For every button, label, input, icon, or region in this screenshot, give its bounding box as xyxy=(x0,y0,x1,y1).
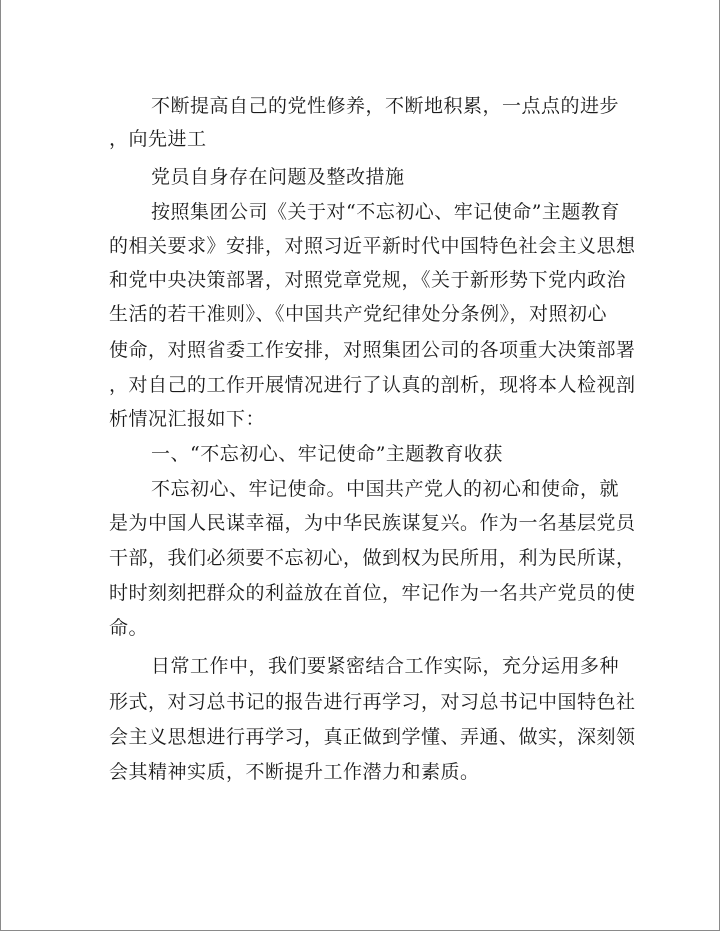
text-line: ，向先进工 xyxy=(109,128,207,150)
text-line: 使命，对照省委工作安排，对照集团公司的各项重大决策部署 xyxy=(109,339,636,361)
text-line: 日常工作中，我们要紧密结合工作实际，充分运用多种 xyxy=(151,655,620,677)
text-line: 和党中央决策部署，对照党章党规，《关于新形势下党内政治 xyxy=(109,269,627,291)
text-line: ，对自己的工作开展情况进行了认真的剖析，现将本人检视剖 xyxy=(109,374,636,396)
text-line: 的相关要求》安排，对照习近平新时代中国特色社会主义思想 xyxy=(109,235,636,257)
text-line: 时时刻刻把群众的利益放在首位，牢记作为一名共产党员的使 xyxy=(109,582,636,604)
text-line: 不断提高自己的党性修养，不断地积累，一点点的进步 xyxy=(151,95,620,117)
text-line: 会主义思想进行再学习，真正做到学懂、弄通、做实，深刻领 xyxy=(109,726,636,748)
text-line: 干部，我们必须要不忘初心，做到权为民所用，利为民所谋， xyxy=(109,547,636,569)
text-line: 是为中国人民谋幸福，为中华民族谋复兴。作为一名基层党员 xyxy=(109,512,636,534)
section-heading: 党员自身存在问题及整改措施 xyxy=(151,166,405,188)
text-line: 按照集团公司《关于对“不忘初心、牢记使命”主题教育 xyxy=(151,201,620,223)
text-line: 不忘初心、牢记使命。中国共产党人的初心和使命，就 xyxy=(151,478,620,500)
text-line: 命。 xyxy=(109,617,149,639)
text-line: 生活的若干准则》、《中国共产党纪律处分条例》，对照初心 xyxy=(109,303,608,325)
text-line: 形式，对习总书记的报告进行再学习，对习总书记中国特色社 xyxy=(109,691,636,713)
text-line: 会其精神实质，不断提升工作潜力和素质。 xyxy=(109,761,480,783)
text-line: 析情况汇报如下： xyxy=(109,408,266,430)
section-heading: 一、“不忘初心、牢记使命”主题教育收获 xyxy=(151,443,503,465)
